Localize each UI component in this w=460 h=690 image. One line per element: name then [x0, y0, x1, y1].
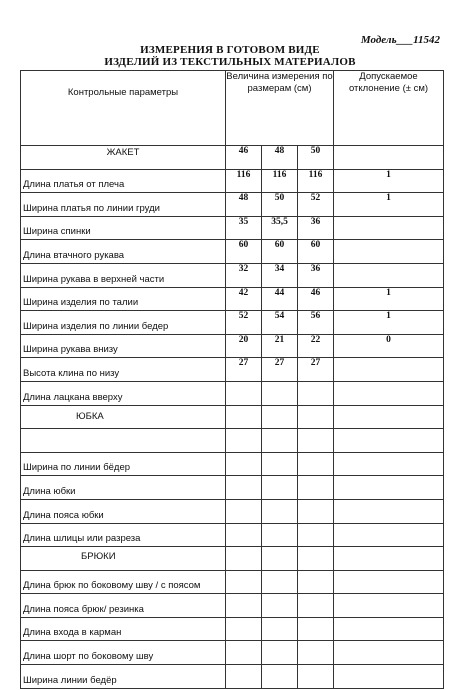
- param-label: Длина платья от плеча: [23, 179, 125, 191]
- document-subtitle: ИЗДЕЛИЙ ИЗ ТЕКСТИЛЬНЫХ МАТЕРИАЛОВ: [104, 56, 356, 68]
- size-header: Величина измерения по размерам (см): [226, 71, 334, 146]
- param-name: [21, 452, 226, 476]
- param-name: [21, 405, 226, 429]
- size-s1-cell: [226, 429, 262, 453]
- table-row: [21, 641, 444, 665]
- table-row: [21, 311, 444, 335]
- table-row: [21, 429, 444, 453]
- size-s2-cell: 116: [262, 169, 298, 193]
- param-name: [21, 594, 226, 618]
- size-s3-cell: [298, 617, 334, 641]
- table-row: [21, 287, 444, 311]
- param-label: Длина шорт по боковому шву: [23, 651, 154, 663]
- size-s2-cell: [262, 476, 298, 500]
- table-row: [21, 570, 444, 594]
- size-s3-cell: 36: [298, 263, 334, 287]
- tolerance-cell: [334, 429, 444, 453]
- tolerance-cell: 1: [334, 311, 444, 335]
- size-s3-cell: [298, 594, 334, 618]
- size-s3-cell: 116: [298, 169, 334, 193]
- size-s1-cell: [226, 476, 262, 500]
- param-label: ЮБКА: [76, 410, 104, 422]
- tolerance-cell: [334, 263, 444, 287]
- size-s1-cell: [226, 523, 262, 547]
- size-s2-cell: 27: [262, 358, 298, 382]
- size-s3-cell: [298, 499, 334, 523]
- tolerance-cell: [334, 381, 444, 405]
- size-s1-cell: 42: [226, 287, 262, 311]
- param-label: Ширина спинки: [23, 226, 91, 238]
- size-s3-cell: 36: [298, 216, 334, 240]
- tolerance-cell: 1: [334, 193, 444, 217]
- table-header: [21, 71, 444, 146]
- param-name: [21, 193, 226, 217]
- table-row: [21, 476, 444, 500]
- size-s2-cell: [262, 617, 298, 641]
- table-row: [21, 665, 444, 689]
- param-label: Длина пояса юбки: [23, 509, 104, 521]
- table-row: [21, 169, 444, 193]
- size-s1-cell: [226, 381, 262, 405]
- param-name: [21, 311, 226, 335]
- size-s2-cell: 50: [262, 193, 298, 217]
- tolerance-cell: [334, 570, 444, 594]
- size-s3-cell: 56: [298, 311, 334, 335]
- size-s1-cell: [226, 499, 262, 523]
- size-s2-cell: [262, 547, 298, 571]
- param-label: ЖАКЕТ: [106, 147, 140, 158]
- size-s1-cell: 20: [226, 334, 262, 358]
- tolerance-cell: [334, 452, 444, 476]
- param-label: Ширина изделия по линии бедер: [23, 320, 169, 332]
- measurements-table: [20, 70, 444, 689]
- param-label: Длина брюк по боковому шву / с поясом: [23, 580, 201, 592]
- size-s2-cell: [262, 405, 298, 429]
- table-row: [21, 216, 444, 240]
- size-s3-cell: 22: [298, 334, 334, 358]
- param-label: Длина юбки: [23, 485, 76, 497]
- size-s2-cell: [262, 381, 298, 405]
- param-name: [21, 358, 226, 382]
- size-s2-cell: [262, 452, 298, 476]
- size-s3-cell: 52: [298, 193, 334, 217]
- size-s2-cell: [262, 570, 298, 594]
- table-row: [21, 523, 444, 547]
- size-s3-cell: [298, 665, 334, 689]
- param-name: [21, 476, 226, 500]
- param-name: [21, 169, 226, 193]
- param-label: Длина втачного рукава: [23, 249, 125, 261]
- tolerance-cell: [334, 216, 444, 240]
- size-s2-cell: [262, 499, 298, 523]
- size-s1-cell: [226, 547, 262, 571]
- param-label: Длина шлицы или разреза: [23, 533, 141, 545]
- param-label: Ширина линии бедёр: [23, 674, 117, 686]
- size-s3-cell: [298, 570, 334, 594]
- size-s2-cell: 35,5: [262, 216, 298, 240]
- size-s2-cell: 21: [262, 334, 298, 358]
- param-label: Ширина платья по линии груди: [23, 202, 160, 214]
- size-s1-cell: [226, 617, 262, 641]
- param-name: [21, 523, 226, 547]
- size-s1-cell: 32: [226, 263, 262, 287]
- param-label: Длина входа в карман: [23, 627, 122, 639]
- size-s3-cell: [298, 405, 334, 429]
- table-body: [21, 146, 444, 689]
- size-s2-cell: 48: [262, 146, 298, 170]
- size-s1-cell: [226, 641, 262, 665]
- size-s3-cell: [298, 523, 334, 547]
- table-row: [21, 263, 444, 287]
- tolerance-cell: 0: [334, 334, 444, 358]
- tolerance-header: Допускаемое отклонение (± см): [334, 71, 444, 146]
- size-s1-cell: 116: [226, 169, 262, 193]
- size-s3-cell: [298, 381, 334, 405]
- tolerance-cell: [334, 358, 444, 382]
- tolerance-cell: [334, 617, 444, 641]
- table-row: [21, 193, 444, 217]
- size-s3-cell: [298, 547, 334, 571]
- param-name: [21, 617, 226, 641]
- tolerance-cell: 1: [334, 287, 444, 311]
- size-s2-cell: [262, 641, 298, 665]
- size-s3-cell: 27: [298, 358, 334, 382]
- tolerance-cell: 1: [334, 169, 444, 193]
- document-title: ИЗМЕРЕНИЯ В ГОТОВОМ ВИДЕ: [140, 44, 320, 56]
- table-row: [21, 334, 444, 358]
- param-label: Высота клина по низу: [23, 367, 120, 379]
- param-name: [21, 240, 226, 264]
- size-s1-cell: [226, 594, 262, 618]
- param-name: [21, 381, 226, 405]
- tolerance-cell: [334, 641, 444, 665]
- param-name: [21, 146, 226, 170]
- table-row: [21, 146, 444, 170]
- table-row: [21, 617, 444, 641]
- tolerance-cell: [334, 146, 444, 170]
- size-s3-cell: 50: [298, 146, 334, 170]
- table-row: [21, 405, 444, 429]
- param-name: [21, 499, 226, 523]
- size-s2-cell: 54: [262, 311, 298, 335]
- size-s1-cell: 48: [226, 193, 262, 217]
- param-label: Ширина рукава в верхней части: [23, 273, 165, 285]
- tolerance-cell: [334, 594, 444, 618]
- size-s1-cell: [226, 405, 262, 429]
- tolerance-cell: [334, 523, 444, 547]
- size-s1-cell: 46: [226, 146, 262, 170]
- table-row: [21, 381, 444, 405]
- size-s3-cell: 60: [298, 240, 334, 264]
- param-name: [21, 570, 226, 594]
- param-name: [21, 216, 226, 240]
- param-name: [21, 263, 226, 287]
- param-name: [21, 287, 226, 311]
- size-s1-cell: 52: [226, 311, 262, 335]
- size-s1-cell: [226, 570, 262, 594]
- size-s2-cell: [262, 665, 298, 689]
- tolerance-cell: [334, 665, 444, 689]
- size-s2-cell: 60: [262, 240, 298, 264]
- size-s2-cell: [262, 429, 298, 453]
- table-row: [21, 240, 444, 264]
- param-label: Длина пояса брюк/ резинка: [23, 603, 144, 615]
- param-name: [21, 334, 226, 358]
- size-s3-cell: [298, 452, 334, 476]
- size-s2-cell: [262, 594, 298, 618]
- param-name: [21, 547, 226, 571]
- tolerance-cell: [334, 240, 444, 264]
- param-label: Ширина рукава внизу: [23, 344, 118, 356]
- size-s1-cell: [226, 452, 262, 476]
- param-label: Ширина по линии бёдер: [23, 462, 131, 474]
- size-s2-cell: 34: [262, 263, 298, 287]
- param-name: [21, 429, 226, 453]
- size-s1-cell: 27: [226, 358, 262, 382]
- size-s3-cell: [298, 429, 334, 453]
- table-row: [21, 547, 444, 571]
- table-row: [21, 358, 444, 382]
- param-label: БРЮКИ: [81, 551, 116, 563]
- param-name: [21, 665, 226, 689]
- size-s1-cell: 35: [226, 216, 262, 240]
- size-s3-cell: [298, 476, 334, 500]
- tolerance-cell: [334, 405, 444, 429]
- param-name: [21, 641, 226, 665]
- size-s2-cell: 44: [262, 287, 298, 311]
- param-label: Ширина изделия по талии: [23, 297, 139, 309]
- table-row: [21, 452, 444, 476]
- size-s2-cell: [262, 523, 298, 547]
- table-row: [21, 499, 444, 523]
- params-header: Контрольные параметры: [21, 71, 226, 146]
- size-s1-cell: [226, 665, 262, 689]
- size-s3-cell: [298, 641, 334, 665]
- tolerance-cell: [334, 499, 444, 523]
- tolerance-cell: [334, 476, 444, 500]
- size-s1-cell: 60: [226, 240, 262, 264]
- size-s3-cell: 46: [298, 287, 334, 311]
- param-label: Длина лацкана вверху: [23, 391, 123, 403]
- tolerance-cell: [334, 547, 444, 571]
- model-number: Модель___11542: [360, 34, 440, 46]
- table-row: [21, 594, 444, 618]
